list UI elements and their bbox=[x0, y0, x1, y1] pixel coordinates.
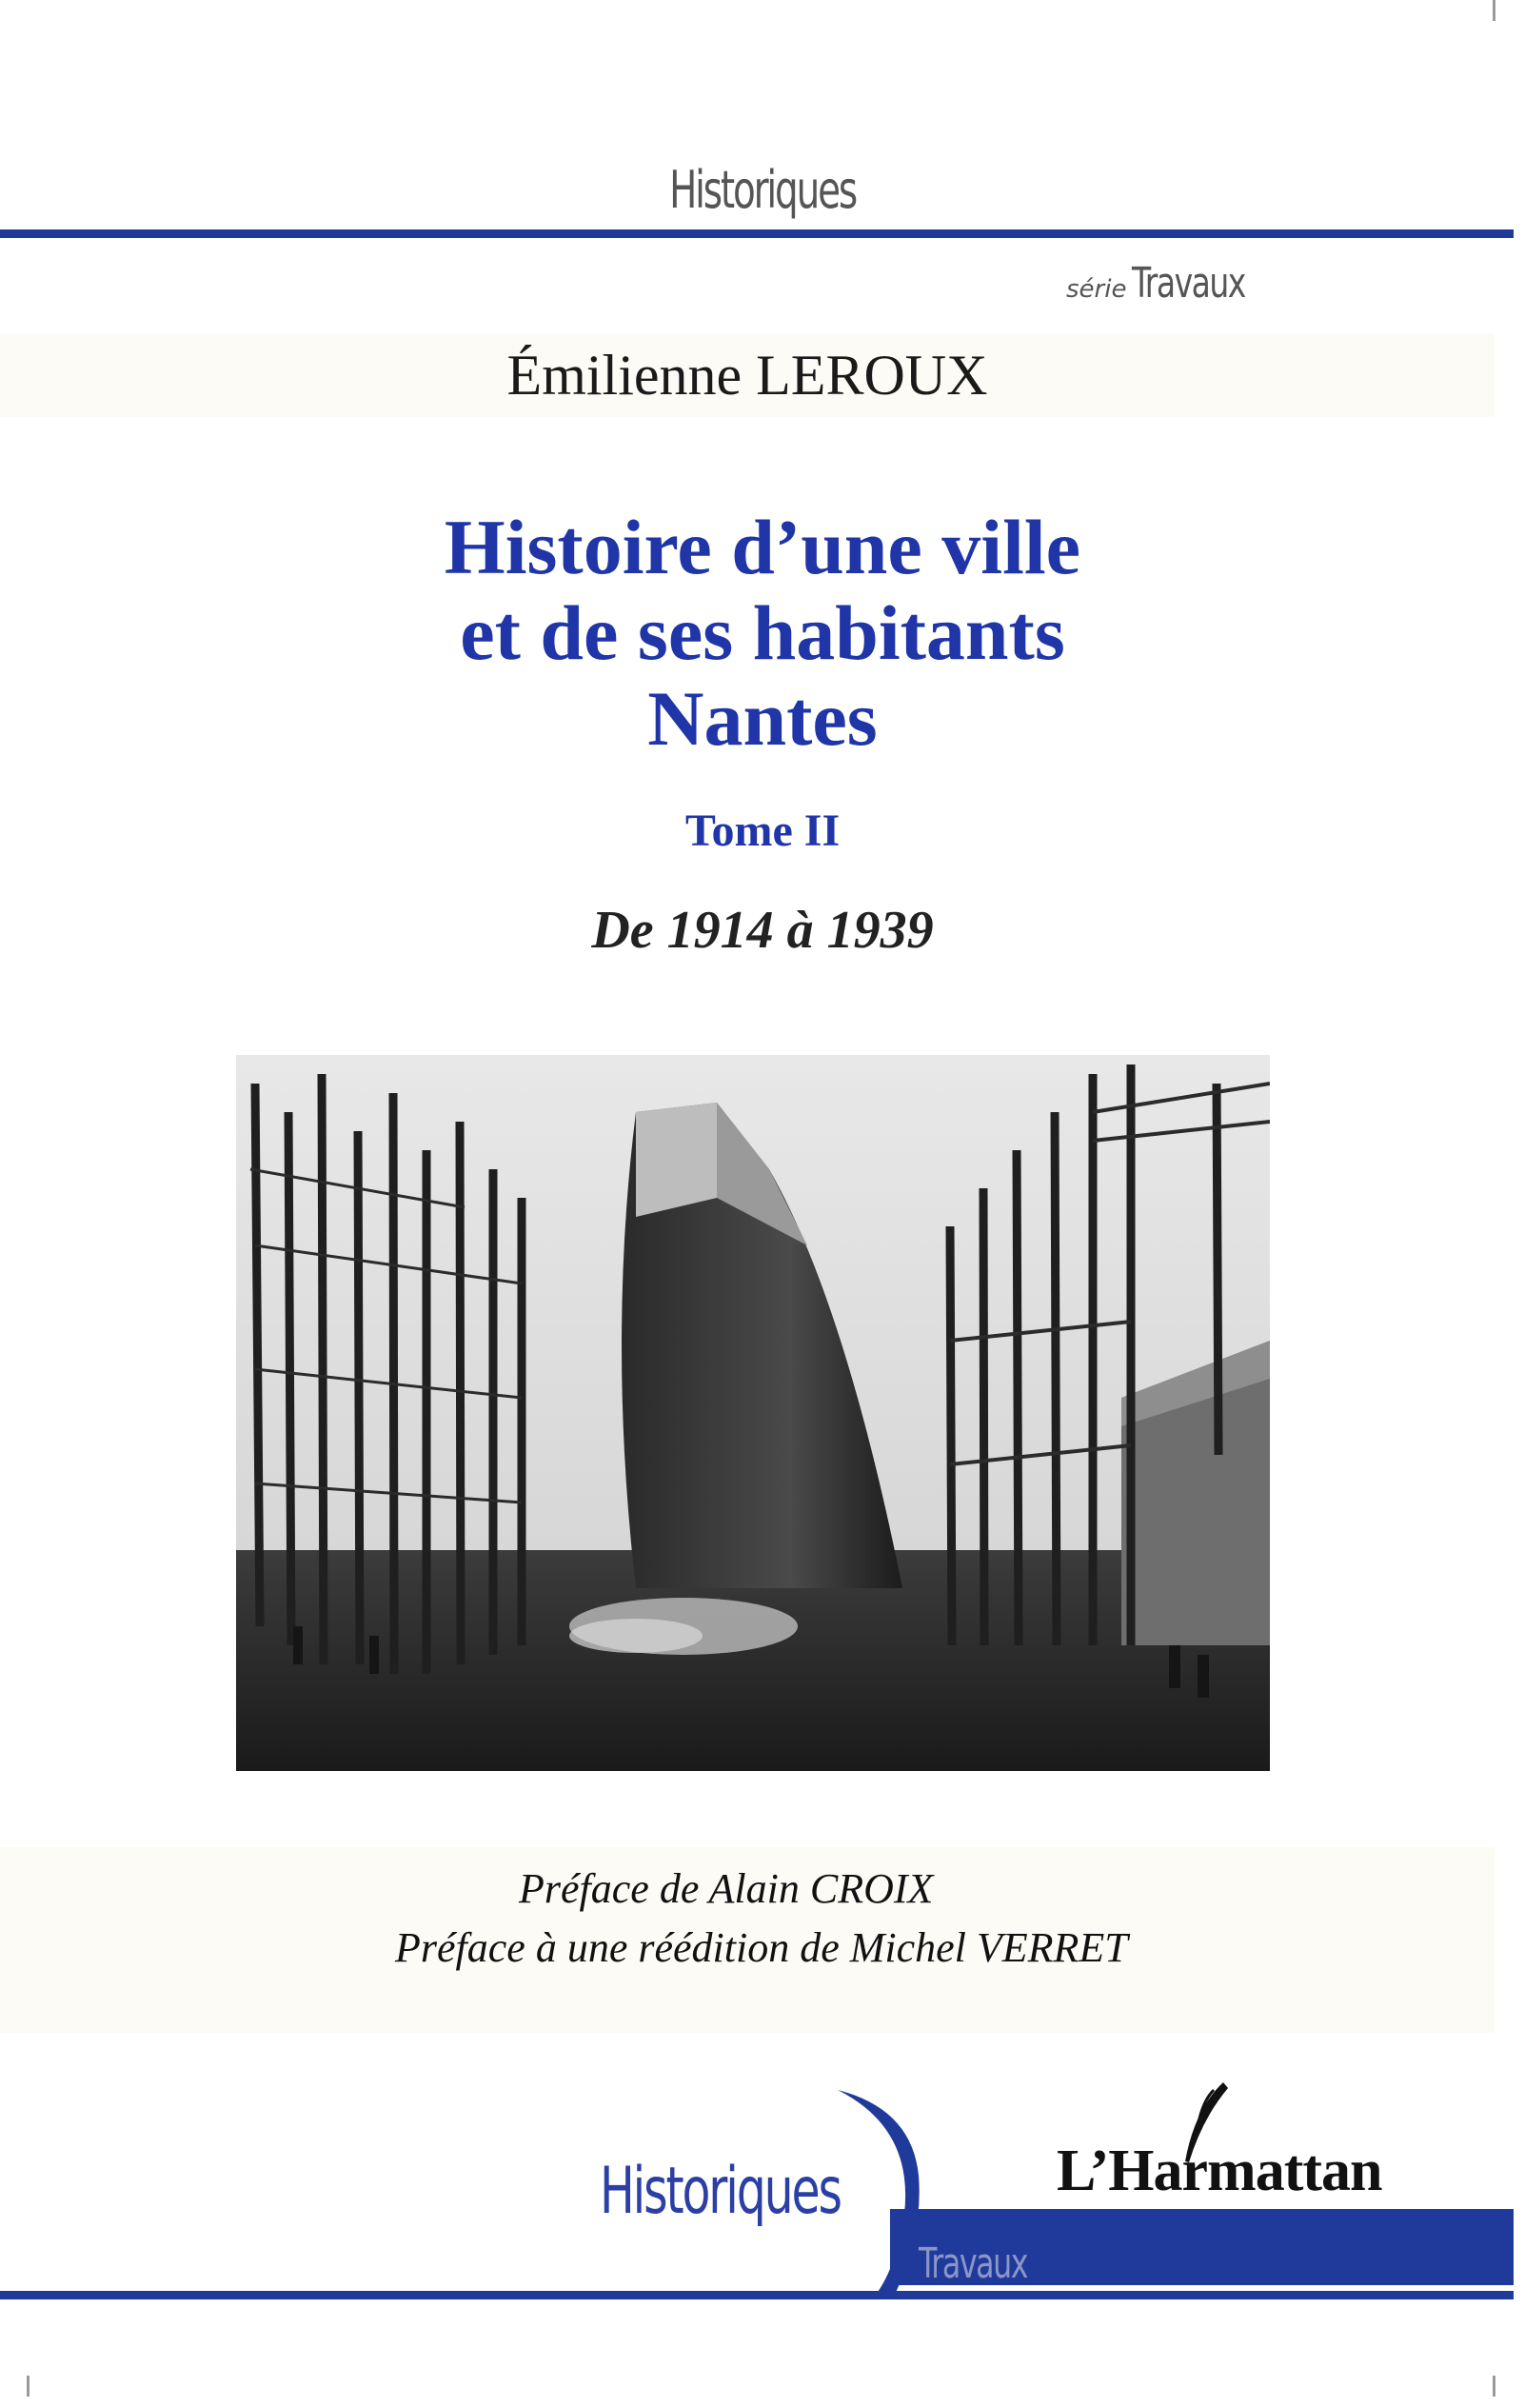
title-line-1: Histoire d’une ville bbox=[444, 504, 1081, 590]
sub-series bbox=[1066, 259, 1304, 307]
bottom-series-sub: Travaux bbox=[919, 2239, 1028, 2288]
book-title bbox=[0, 505, 1525, 762]
bottom-rule bbox=[0, 2291, 1514, 2299]
preface-line-2: Préface à une réédition de Michel VERRET bbox=[395, 1924, 1128, 1971]
publisher-name: L’Harmattan bbox=[1057, 2139, 1382, 2203]
sub-series-name: Travaux bbox=[1131, 259, 1245, 308]
title-line-3: Nantes bbox=[647, 675, 878, 762]
top-rule bbox=[0, 229, 1514, 238]
crop-mark bbox=[1493, 0, 1495, 21]
cover-photo-ship-shipyard bbox=[236, 1055, 1270, 1771]
preface-line-1: Préface de Alain CROIX bbox=[519, 1865, 934, 1912]
period-label: De 1914 à 1939 bbox=[591, 901, 934, 960]
author-name: Émilienne LEROUX bbox=[506, 344, 988, 407]
crop-mark bbox=[1493, 2376, 1495, 2397]
bottom-series-name: Historiques bbox=[600, 2154, 841, 2229]
series-name: Historiques bbox=[669, 160, 856, 220]
crop-mark bbox=[27, 2376, 30, 2397]
tome-label: Tome II bbox=[684, 806, 841, 856]
title-line-2: et de ses habitants bbox=[460, 589, 1065, 676]
sub-series-prefix: série bbox=[1066, 275, 1127, 304]
